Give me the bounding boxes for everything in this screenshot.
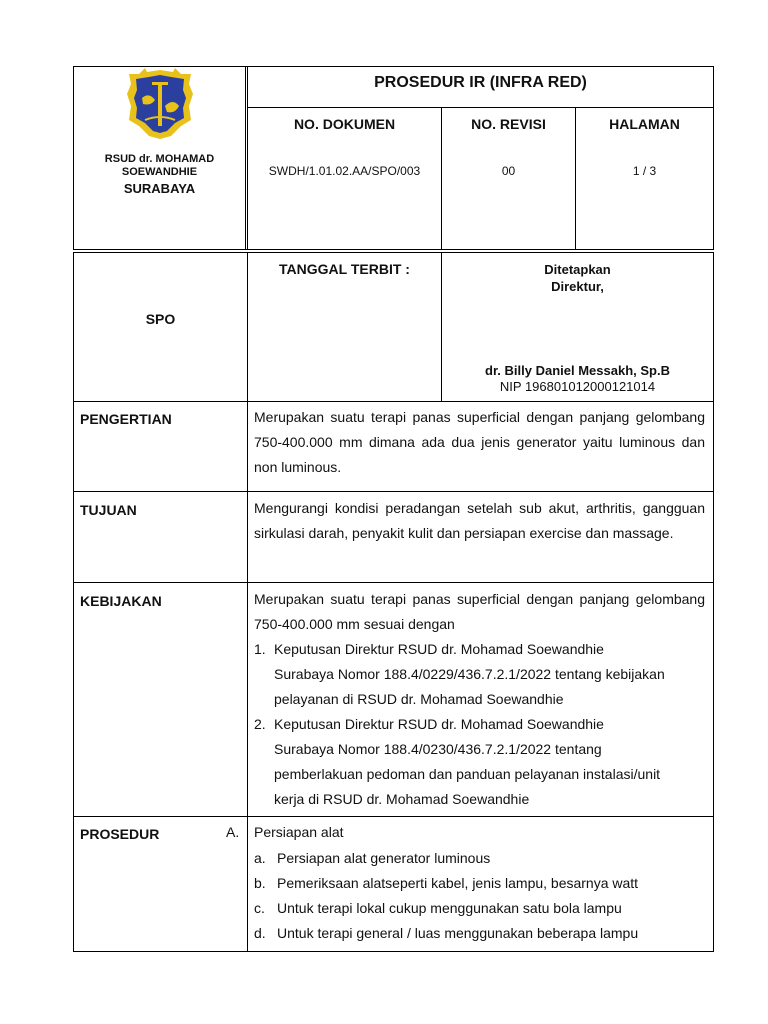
hospital-name-line2: SOEWANDHIE bbox=[121, 166, 198, 178]
document-title: PROSEDUR IR (INFRA RED) bbox=[374, 74, 587, 91]
prosedur-item-text: Persiapan alat generator luminous bbox=[277, 850, 491, 866]
hospital-city: SURABAYA bbox=[123, 181, 196, 196]
kebijakan-item-line: kerja di RSUD dr. Mohamad Soewandhie bbox=[274, 791, 530, 807]
page-label: HALAMAN bbox=[609, 116, 680, 132]
hospital-name-line1: RSUD dr. MOHAMAD bbox=[104, 153, 215, 165]
kebijakan-intro: Merupakan suatu terapi panas superficial dengan panjang gelombang 750-400.000 mm sesuai dengan bbox=[254, 591, 705, 632]
kebijakan-item-line: Surabaya Nomor 188.4/0229/436.7.2.1/2022 tentang kebijakan bbox=[274, 666, 665, 682]
revision-value: 00 bbox=[501, 164, 516, 178]
prosedur-heading: Persiapan alat bbox=[254, 824, 344, 840]
doc-number-label: NO. DOKUMEN bbox=[293, 116, 396, 132]
prosedur-item-letter: d. bbox=[254, 925, 266, 941]
prosedur-item-text: Untuk terapi lokal cukup menggunakan satu bola lampu bbox=[277, 900, 622, 916]
kebijakan-item-line: pelayanan di RSUD dr. Mohamad Soewandhie bbox=[274, 691, 564, 707]
tujuan-text: Mengurangi kondisi peradangan setelah sub akut, arthritis, gangguan sirkulasi darah, penyakit kulit dan persiapan exercise dan massage. bbox=[254, 500, 705, 541]
tujuan-label: TUJUAN bbox=[80, 502, 137, 518]
spo-label: SPO bbox=[145, 311, 176, 327]
pengertian-label: PENGERTIAN bbox=[80, 411, 172, 427]
prosedur-item-text: Pemeriksaan alatseperti kabel, jenis lampu, besarnya watt bbox=[277, 875, 639, 891]
signer-nip: NIP 196801012000121014 bbox=[499, 379, 656, 394]
kebijakan-item-number: 2. bbox=[254, 716, 266, 732]
kebijakan-label: KEBIJAKAN bbox=[80, 593, 162, 609]
director-role: Direktur, bbox=[551, 279, 604, 294]
prosedur-item-letter: c. bbox=[254, 900, 265, 916]
revision-label: NO. REVISI bbox=[471, 116, 546, 132]
signer-name: dr. Billy Daniel Messakh, Sp.B bbox=[485, 363, 670, 378]
prosedur-label: PROSEDUR bbox=[80, 826, 160, 842]
set-by-label: Ditetapkan bbox=[544, 262, 611, 277]
hospital-logo bbox=[125, 68, 195, 140]
kebijakan-item-line: pemberlakuan pedoman dan panduan pelayanan instalasi/unit bbox=[274, 766, 661, 782]
kebijakan-item-number: 1. bbox=[254, 641, 266, 657]
prosedur-item-letter: a. bbox=[254, 850, 266, 866]
kebijakan-item-line: Keputusan Direktur RSUD dr. Mohamad Soewandhie bbox=[274, 716, 604, 732]
issue-date-label: TANGGAL TERBIT : bbox=[279, 261, 410, 277]
pengertian-text: Merupakan suatu terapi panas superficial dengan panjang gelombang 750-400.000 mm dimana ada dua jenis generator yaitu luminous dan non luminous. bbox=[254, 409, 705, 475]
kebijakan-item-line: Surabaya Nomor 188.4/0230/436.7.2.1/2022 tentang bbox=[274, 741, 602, 757]
kebijakan-item-line: Keputusan Direktur RSUD dr. Mohamad Soewandhie bbox=[274, 641, 604, 657]
page-value: 1 / 3 bbox=[632, 164, 657, 178]
prosedur-item-text: Untuk terapi general / luas menggunakan beberapa lampu bbox=[277, 925, 639, 941]
doc-number-value: SWDH/1.01.02.AA/SPO/003 bbox=[268, 164, 421, 178]
prosedur-item-letter: b. bbox=[254, 875, 266, 891]
prosedur-marker: A. bbox=[226, 824, 240, 840]
